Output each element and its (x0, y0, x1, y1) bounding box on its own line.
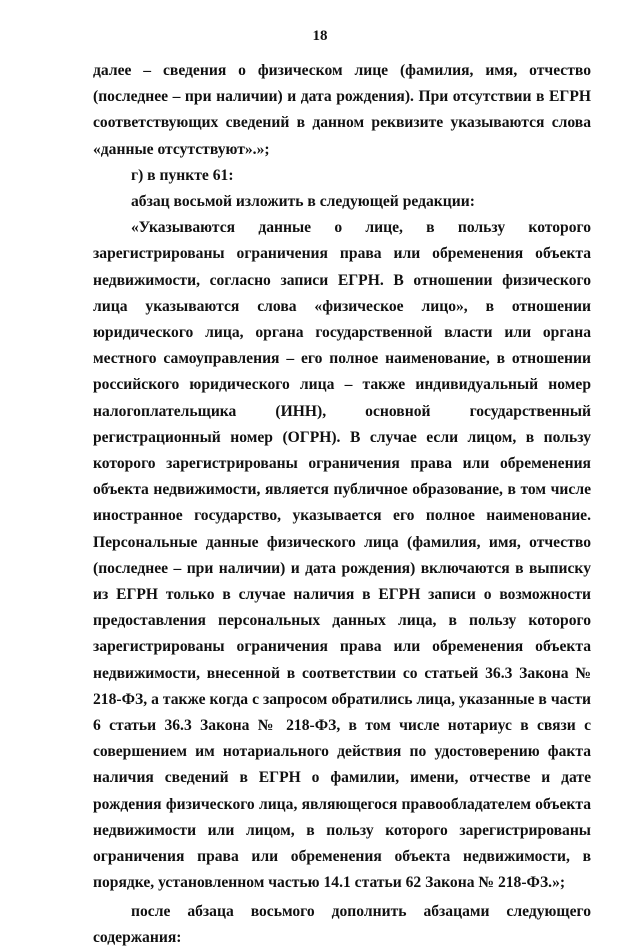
paragraph-addition: после абзаца восьмого дополнить абзацами следующего содержания: (93, 902, 591, 946)
paragraph-item-g: г) в пункте 61: (131, 166, 234, 184)
page-number: 18 (312, 28, 328, 44)
paragraph-instruction: абзац восьмой изложить в следующей редакции: (131, 193, 475, 211)
paragraph-continuation: далее – сведения о физическом лице (фамилия, имя, отчество (последнее – при наличии) и дата рождения). При отсутствии в ЕГРН соответствующих сведений в данном реквизите указываются слова «данные отсутствуют».»; (93, 62, 591, 158)
document-body (93, 58, 591, 951)
paragraph-new-wording: «Указываются данные о лице, в пользу которого зарегистрированы ограничения права или обременения объекта недвижимости, согласно записи ЕГРН. В отношении физического лица указываются слова «физическое лицо», в отношении юридического лица, органа государственной власти или органа местного самоуправления – его полное наименование, в отношении российского юридического лица – также индивидуальный номер налогоплательщика (ИНН), основной государственный регистрационный номер (ОГРН). В случае если лицом, в пользу которого зарегистрированы ограничения права или обременения объекта недвижимости, является публичное образование, в том числе иностранное государство, указывается его полное наименование. Персональные данные физического лица (фамилия, имя, отчество (последнее – при наличии) и дата рождения) включаются в выписку из ЕГРН только в случае наличия в ЕГРН записи о возможности предоставления персональных данных лица, в пользу которого зарегистрированы ограничения права или обременения объекта недвижимости, внесенной в соответствии со статьей 36.3 Закона № 218-ФЗ, а также когда с запросом обратились лица, указанные в части 6 статьи 36.3 Закона № 218-ФЗ, в том числе нотариус в связи с совершением им нотариального действия по удостоверению факта наличия сведений в ЕГРН о фамилии, имени, отчестве и дате рождения физического лица, являющегося правообладателем объекта недвижимости или лицом, в пользу которого зарегистрированы ограничения права или обременения объекта недвижимости, в порядке, установленном частью 14.1 статьи 62 Закона № 218-ФЗ.»; (93, 219, 591, 892)
